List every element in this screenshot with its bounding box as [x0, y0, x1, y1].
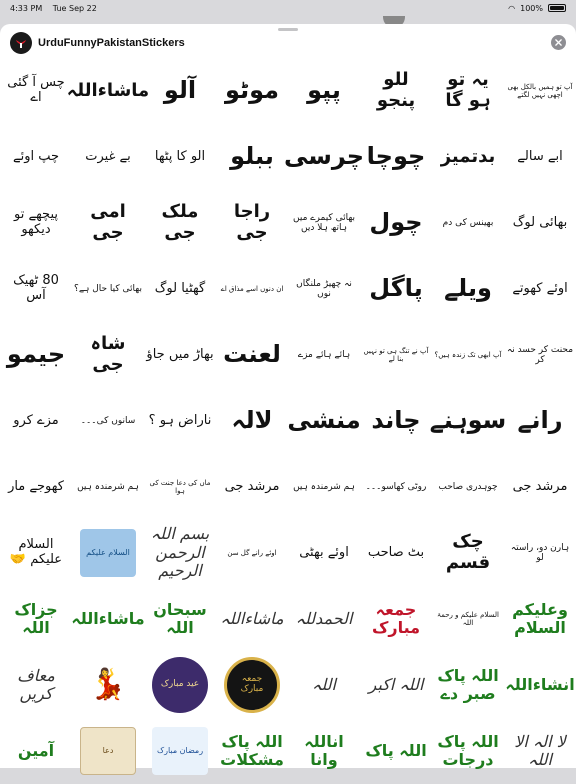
sticker-item[interactable]: [360, 58, 432, 124]
sticker-label: یہ تو ہو گا: [445, 69, 491, 111]
battery-icon: [548, 4, 566, 12]
sticker-item[interactable]: [144, 388, 216, 454]
sticker-label: چوچا: [366, 142, 426, 171]
sticker-label: للو پنجو: [376, 69, 416, 111]
sticker-label: امی جی: [90, 201, 126, 243]
sticker-item[interactable]: [360, 454, 432, 520]
sticker-label: سانوں کی۔۔۔: [80, 415, 136, 426]
sticker-label: چرسی: [283, 142, 365, 171]
sticker-label: پیچھے تو دیکھو: [13, 207, 58, 237]
sticker-item[interactable]: [504, 718, 576, 784]
sticker-item[interactable]: [504, 190, 576, 256]
sticker-item[interactable]: [216, 322, 288, 388]
app-title: UrduFunnyPakistanStickers: [38, 37, 185, 49]
sticker-label: عید مبارک: [152, 657, 208, 713]
sticker-item[interactable]: [144, 256, 216, 322]
sticker-item[interactable]: [216, 718, 288, 784]
sticker-label: نہ چھیڑ ملنگاں نوں: [296, 278, 352, 299]
sticker-label: اناللہ وانا: [304, 731, 344, 769]
sticker-item[interactable]: [504, 256, 576, 322]
status-right: [508, 4, 566, 13]
status-date: Tue Sep 22: [52, 3, 97, 13]
sticker-item[interactable]: [0, 190, 72, 256]
sheet-grabber-handle[interactable]: [278, 28, 298, 31]
sticker-item[interactable]: [432, 190, 504, 256]
sticker-label: بھینس کی دم: [442, 217, 494, 228]
sticker-label: اوئے رانے گل سن: [227, 548, 277, 557]
sticker-label: جزاک اللہ: [14, 599, 58, 637]
sticker-label: اللہ پاک: [365, 740, 427, 760]
sticker-item[interactable]: [504, 520, 576, 586]
sticker-label: کھوجے مار: [8, 478, 64, 494]
sticker-label: آمین: [17, 740, 55, 760]
sticker-label: ببلو: [230, 142, 274, 171]
sticker-item[interactable]: [504, 586, 576, 652]
sticker-label: رمضان مبارک: [152, 727, 208, 775]
sticker-item[interactable]: [72, 454, 144, 520]
sticker-item[interactable]: [504, 322, 576, 388]
sticker-item[interactable]: [0, 124, 72, 190]
sticker-label: پپو: [307, 76, 341, 105]
sticker-label: سوہنے: [429, 406, 507, 435]
sticker-label: الحمدللہ: [295, 608, 353, 628]
sticker-item[interactable]: [504, 58, 576, 124]
sheet-header: [0, 32, 576, 54]
sticker-item[interactable]: [504, 454, 576, 520]
sticker-label: چوہدری صاحب: [438, 481, 498, 492]
sticker-item[interactable]: [432, 256, 504, 322]
sticker-label: السلام علیکم: [80, 529, 136, 577]
sticker-item[interactable]: [504, 124, 576, 190]
sticker-label: سبحان اللہ: [153, 599, 207, 637]
status-left: [10, 4, 105, 13]
sticker-item[interactable]: [72, 718, 144, 784]
sticker-label: اللہ اکبر: [368, 674, 424, 694]
sticker-item[interactable]: [288, 718, 360, 784]
sticker-label: انشاءاللہ: [505, 674, 575, 694]
sticker-item[interactable]: [432, 718, 504, 784]
sticker-item[interactable]: [360, 190, 432, 256]
sticker-label: جمعہ مبارک: [371, 599, 421, 637]
sticker-item[interactable]: [144, 322, 216, 388]
sticker-item[interactable]: [360, 718, 432, 784]
sticker-label: لعنت: [223, 340, 281, 369]
sticker-label: لالہ: [231, 406, 273, 435]
sticker-item[interactable]: [0, 454, 72, 520]
sticker-item[interactable]: [144, 190, 216, 256]
sticker-label: بے غیرت: [85, 148, 131, 164]
sticker-label: اللہ: [312, 674, 336, 694]
sticker-item[interactable]: [216, 190, 288, 256]
sticker-label: چول: [369, 208, 423, 237]
sticker-item[interactable]: [360, 652, 432, 718]
sticker-item[interactable]: [360, 586, 432, 652]
sticker-item[interactable]: [216, 58, 288, 124]
sticker-item[interactable]: [72, 388, 144, 454]
sticker-item[interactable]: [288, 322, 360, 388]
sticker-label: ہم شرمندہ ہیں: [77, 481, 139, 492]
sticker-label: اللہ پاک صبر دے: [437, 665, 499, 703]
sticker-label: لا الہ الا اللہ: [514, 731, 566, 769]
sticker-label: ماشاءاللہ: [71, 608, 145, 628]
sticker-item[interactable]: [144, 718, 216, 784]
sticker-item[interactable]: [0, 652, 72, 718]
sticker-label: الو کا پٹھا: [154, 148, 206, 164]
sticker-item[interactable]: [72, 520, 144, 586]
sticker-label: السلام علیکم و رحمۃ اللہ: [437, 610, 499, 627]
app-logo-icon: [10, 32, 32, 54]
sticker-item[interactable]: [0, 388, 72, 454]
sticker-label: بدتمیز: [440, 145, 496, 167]
sticker-item[interactable]: [216, 520, 288, 586]
sticker-item[interactable]: [283, 124, 365, 190]
status-bar: [0, 0, 576, 16]
sticker-label: جیمو: [6, 340, 66, 369]
sticker-label: ملک جی: [161, 201, 199, 243]
sticker-label: بٹ صاحب: [367, 544, 425, 560]
sticker-label: السلام علیکم 🤝: [9, 537, 63, 567]
sticker-item[interactable]: [0, 718, 72, 784]
sticker-label: جمعہ مبارک: [224, 657, 280, 713]
sticker-label: محنت کر حسد نہ کر: [506, 344, 574, 365]
sticker-item[interactable]: [288, 586, 360, 652]
sticker-item[interactable]: [72, 256, 144, 322]
sticker-label: ہائے ہائے مزے: [297, 349, 351, 360]
sticker-item[interactable]: [216, 586, 288, 652]
sticker-label: بھائی کیا حال ہے؟: [74, 283, 142, 294]
sticker-label: اللہ پاک درجات: [437, 731, 499, 769]
sticker-item[interactable]: [216, 256, 288, 322]
sticker-item[interactable]: [0, 256, 72, 322]
sticker-item[interactable]: [144, 520, 216, 586]
sticker-item[interactable]: [432, 586, 504, 652]
sticker-item[interactable]: [72, 586, 144, 652]
sticker-label: مزے کرو: [13, 412, 59, 428]
sticker-item[interactable]: [144, 454, 216, 520]
sticker-label: ماشاءاللہ: [66, 79, 150, 101]
sticker-item[interactable]: [288, 256, 360, 322]
sticker-item[interactable]: [288, 652, 360, 718]
sticker-item[interactable]: [0, 520, 72, 586]
sticker-item[interactable]: [432, 454, 504, 520]
sticker-label: دعا: [80, 727, 136, 775]
close-icon: [555, 39, 562, 46]
sticker-item[interactable]: [432, 58, 504, 124]
sticker-label: موٹو: [225, 76, 279, 105]
sticker-label: شاہ جی: [90, 333, 126, 375]
sticker-item[interactable]: [504, 388, 576, 454]
status-time: 4:33 PM: [10, 3, 43, 13]
sticker-sheet: [0, 24, 576, 768]
sticker-item[interactable]: [288, 454, 360, 520]
sticker-item[interactable]: [216, 454, 288, 520]
sticker-label: راجا جی: [233, 201, 271, 243]
sticker-label: ناراض ہو ؟: [148, 412, 212, 428]
sticker-item[interactable]: [144, 586, 216, 652]
wifi-icon: ◠: [508, 3, 516, 13]
sticker-label: چپ اوئے: [12, 148, 60, 164]
sticker-label: ان دنوں اسے مذاق اے: [220, 284, 284, 293]
sticker-item[interactable]: [0, 586, 72, 652]
sticker-item[interactable]: [144, 652, 216, 718]
sticker-item[interactable]: [432, 652, 504, 718]
sticker-item[interactable]: [504, 652, 576, 718]
sticker-item[interactable]: [288, 58, 360, 124]
sticker-label: مرشد جی: [512, 478, 568, 494]
sticker-item[interactable]: [360, 124, 432, 190]
close-button[interactable]: [551, 35, 566, 50]
sticker-label: اوئے کھوتے: [512, 280, 568, 296]
sticker-label: ہم شرمندہ ہیں: [293, 481, 355, 492]
sticker-label: پاگل: [369, 274, 423, 303]
sticker-grid: [0, 58, 576, 784]
sticker-item[interactable]: [0, 322, 72, 388]
sticker-item[interactable]: [72, 652, 144, 718]
sticker-label: بھائی کیمرے میں ہاتھ ہلا دیں: [293, 212, 355, 233]
sticker-label: چک قسم: [445, 531, 491, 573]
sticker-label: رانے: [517, 406, 563, 435]
sticker-label: اوئے بھٹی: [299, 544, 349, 560]
sticker-item[interactable]: [72, 190, 144, 256]
sticker-label: 80 ٹھیک آس: [13, 273, 59, 303]
sticker-label: روٹی کھاسو۔۔۔: [365, 481, 427, 492]
sticker-label: آپ ابھی تک زندہ ہیں؟: [434, 350, 502, 359]
sticker-label: ہارن دو، راستہ لو: [510, 542, 570, 563]
sticker-item[interactable]: [360, 322, 432, 388]
sticker-item[interactable]: [144, 124, 216, 190]
sticker-item[interactable]: [360, 520, 432, 586]
sticker-label: آپ نے تنگ ہی تو نہیں بنا لے: [363, 346, 429, 363]
sticker-item[interactable]: [144, 58, 216, 124]
sticker-item[interactable]: [360, 388, 432, 454]
sticker-item[interactable]: [288, 388, 360, 454]
sticker-item[interactable]: [429, 388, 507, 454]
sticker-label: وعلیکم السلام: [512, 599, 568, 637]
sticker-item[interactable]: [288, 190, 360, 256]
sticker-item[interactable]: [432, 124, 504, 190]
sticker-item[interactable]: [432, 322, 504, 388]
sticker-item[interactable]: [432, 520, 504, 586]
sticker-label: چس آ گئی اے: [7, 75, 65, 105]
sticker-label: گھٹیا لوگ: [154, 280, 206, 296]
sticker-label: اللہ پاک مشکلات: [220, 731, 284, 769]
sticker-label: 💃: [89, 666, 127, 702]
battery-percent: 100%: [520, 3, 543, 13]
sticker-item[interactable]: [360, 256, 432, 322]
sticker-item[interactable]: [72, 322, 144, 388]
sticker-label: ابے سالے: [517, 148, 563, 164]
sticker-item[interactable]: [288, 520, 360, 586]
sticker-item[interactable]: [66, 58, 150, 124]
sticker-item[interactable]: [0, 58, 72, 124]
sticker-label: آپ تو ہمیں بالکل بھی اچھی نہیں لگتے: [507, 82, 573, 99]
sticker-item[interactable]: [216, 124, 288, 190]
sticker-item[interactable]: [216, 652, 288, 718]
sticker-label: ویلے: [444, 274, 492, 303]
sticker-label: منشی: [287, 406, 361, 435]
sticker-label: بھاڑ میں جاؤ: [146, 346, 214, 362]
sticker-label: بسم اللہ الرحمن الرحیم: [150, 524, 210, 581]
sticker-item[interactable]: [216, 388, 288, 454]
sticker-label: چاند: [371, 406, 421, 435]
sticker-label: بھائی لوگ: [512, 214, 568, 230]
sticker-label: ماں کی دعا جنت کی ہوا: [149, 478, 211, 495]
sticker-item[interactable]: [72, 124, 144, 190]
sticker-label: معاف کریں: [17, 665, 55, 703]
sticker-label: ماشاءاللہ: [220, 608, 284, 628]
sticker-label: مرشد جی: [224, 478, 280, 494]
sticker-label: آلو: [163, 76, 197, 105]
